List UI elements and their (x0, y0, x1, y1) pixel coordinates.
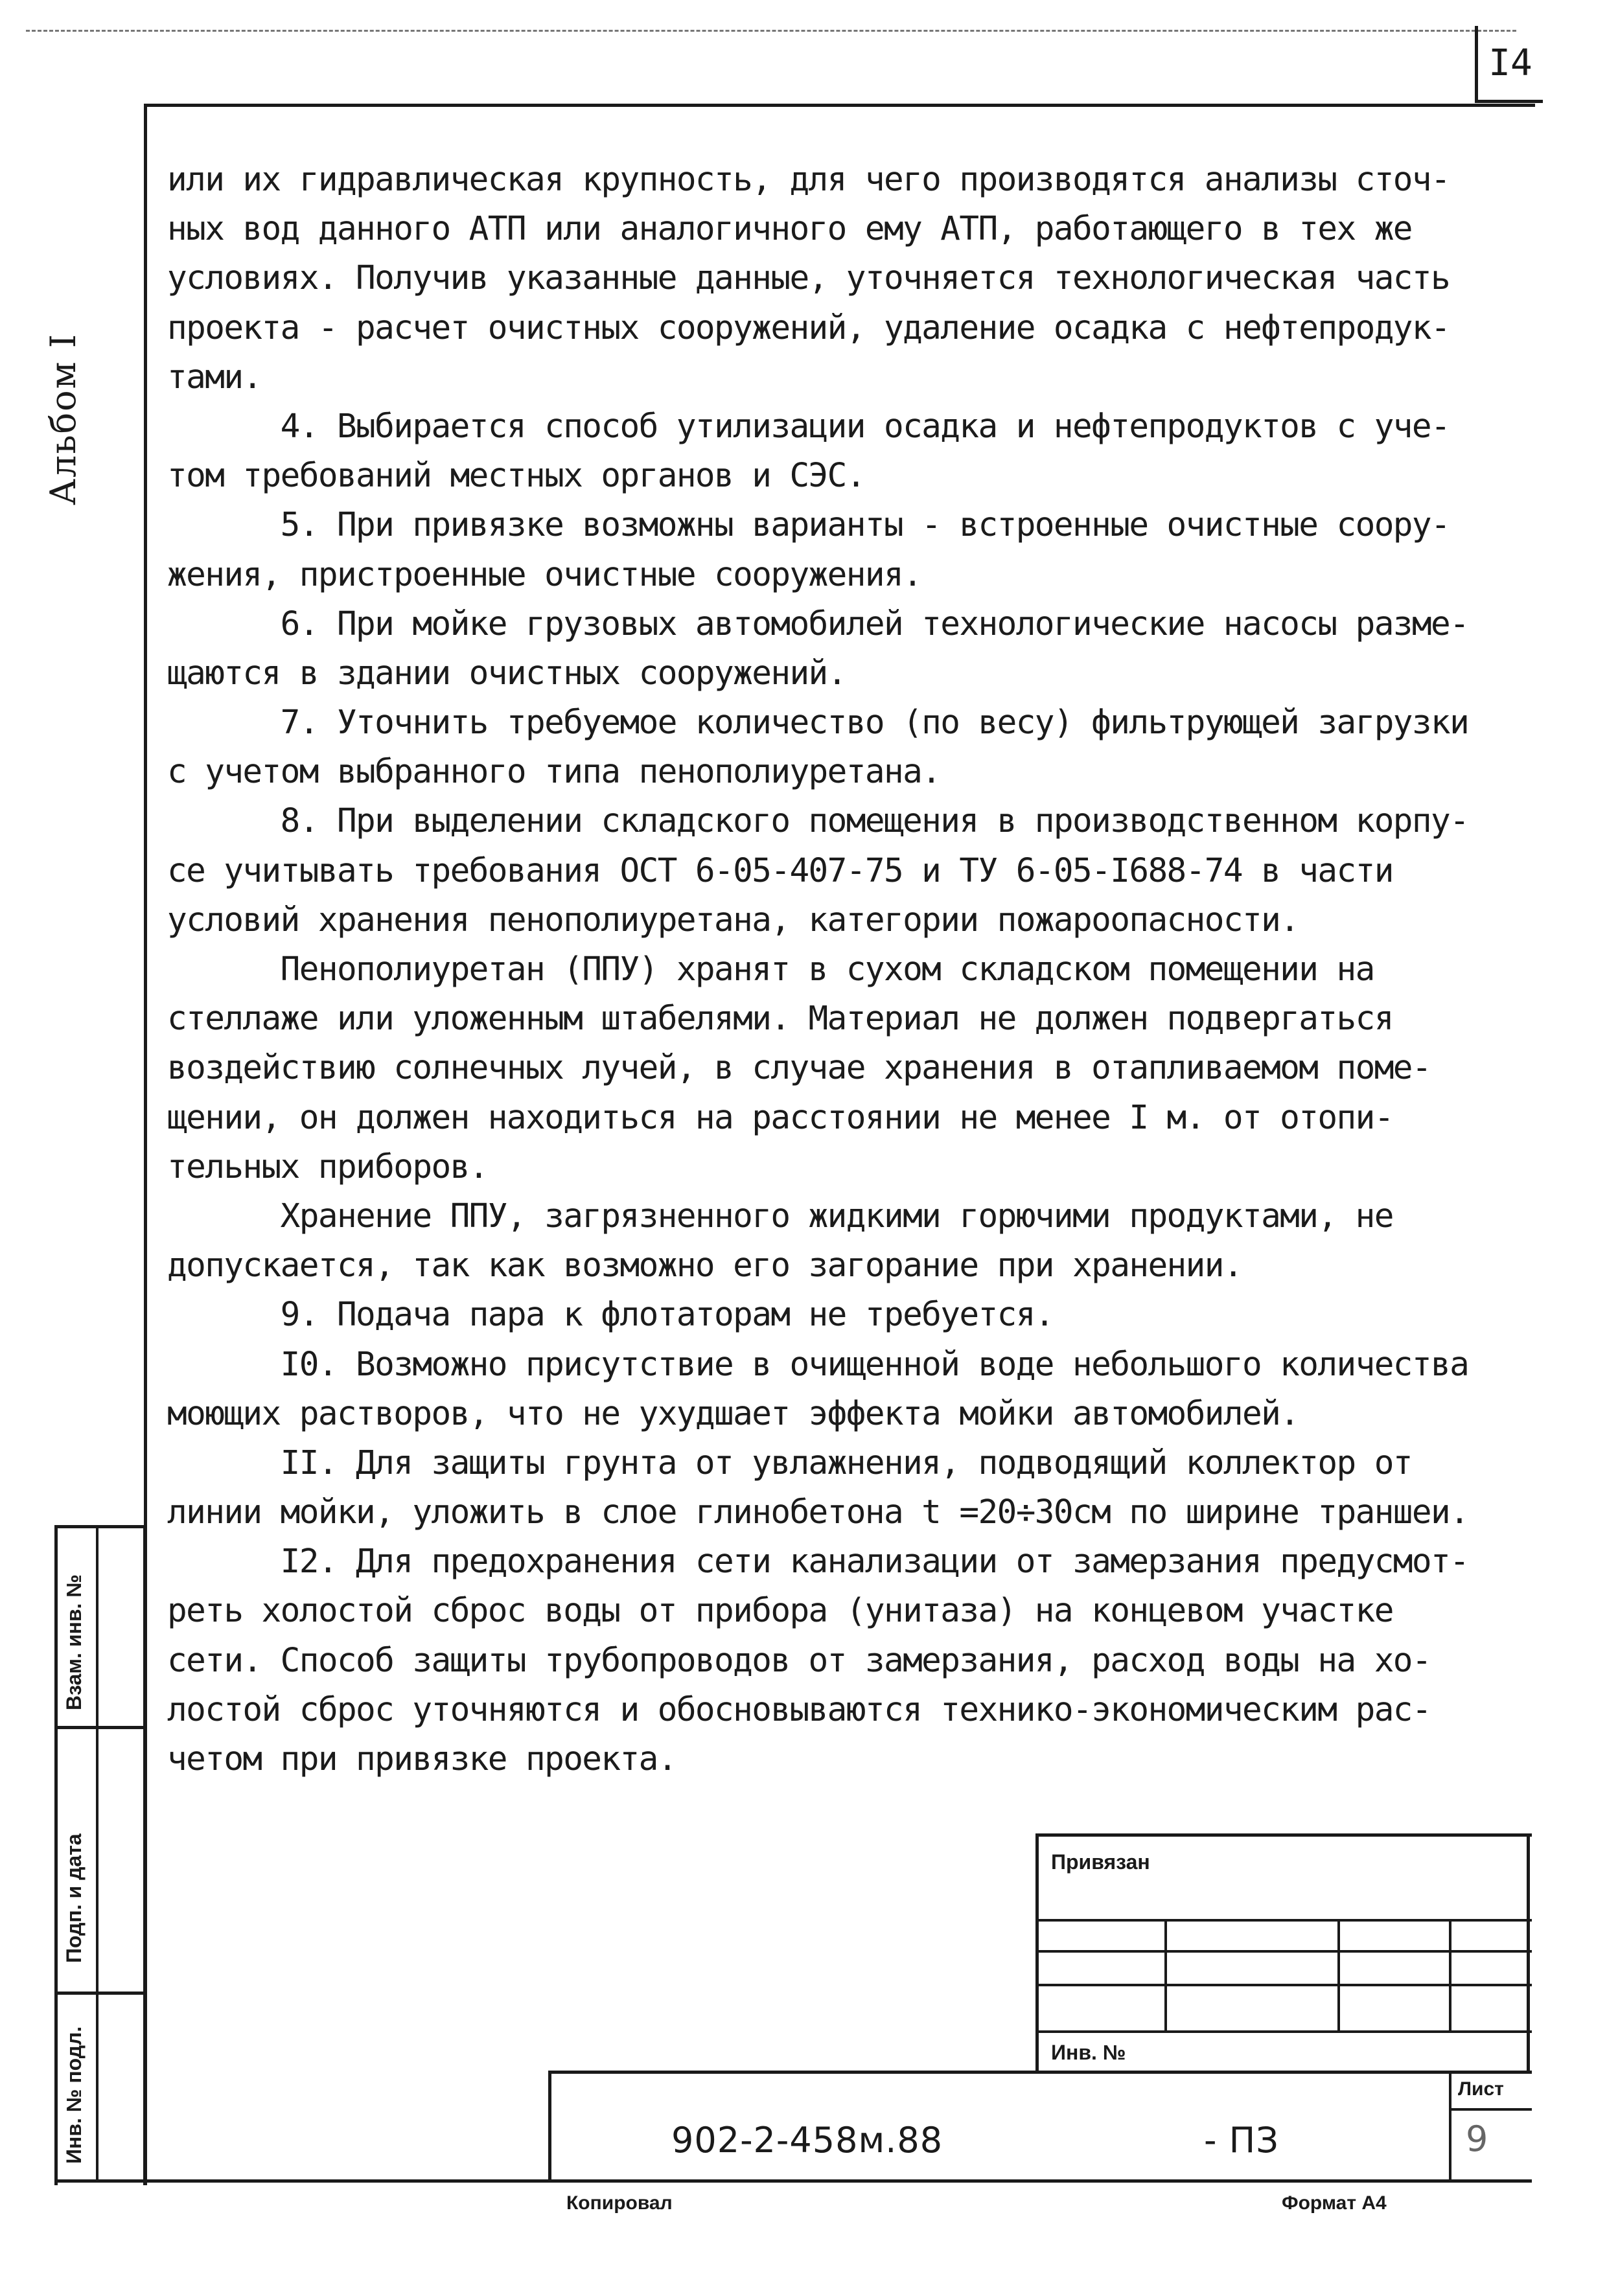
format-label: Формат А4 (1282, 2192, 1387, 2214)
body-line: I0. Возможно присутствие в очищенной воде небольшого количества (167, 1345, 1469, 1384)
tb-privyazan-left (1035, 1833, 1039, 2073)
body-line: 4. Выбирается способ утилизации осадка и нефтепродуктов с уче- (167, 407, 1450, 446)
document-suffix: - ПЗ (1204, 2120, 1279, 2161)
list-number: 9 (1466, 2118, 1489, 2159)
inv-no-label: Инв. № (1051, 2041, 1126, 2064)
body-line: 9. Подача пара к флотаторам не требуется. (167, 1296, 1054, 1335)
privyazan-label: Привязан (1051, 1850, 1150, 1874)
body-line: стеллаже или уложенным штабелями. Материал не должен подвергаться (167, 1000, 1393, 1039)
body-line: тельных приборов. (167, 1147, 488, 1186)
tb-row-2 (1037, 1950, 1532, 1953)
body-line: реть холостой сброс воды от прибора (унитаза) на концевом участке (167, 1592, 1393, 1631)
body-line: с учетом выбранного типа пенополиуретана. (167, 753, 941, 792)
body-line: 5. При привязке возможны варианты - встроенные очистные соору- (167, 506, 1450, 545)
album-label: Альбом I (43, 332, 84, 505)
stamp-list-left (1449, 2071, 1451, 2182)
stamp-main-top (549, 2071, 1532, 2074)
body-text (167, 155, 1515, 1784)
body-line: 7. Уточнить требуемое количество (по весу) фильтрующей загрузки (167, 704, 1469, 742)
body-line: жения, пристроенные очистные сооружения. (167, 555, 922, 594)
body-line: тами. (167, 358, 262, 396)
body-line: условиях. Получив указанные данные, уточняется технологическая часть (167, 259, 1450, 298)
body-line: допускается, так как возможно его загорание при хранении. (167, 1246, 1242, 1285)
body-line: ных вод данного АТП или аналогичного ему АТП, работающего в тех же (167, 210, 1412, 249)
body-line: сети. Способ защиты трубопроводов от замерзания, расход воды на хо- (167, 1641, 1431, 1680)
body-line: 6. При мойке грузовых автомобилей технологические насосы разме- (167, 604, 1469, 643)
body-line: 8. При выделении складского помещения в производственном корпу- (167, 802, 1469, 841)
body-line: щении, он должен находиться на расстоянии не менее I м. от отопи- (167, 1098, 1393, 1137)
body-line: моющих растворов, что не ухудшает эффекта мойки автомобилей. (167, 1394, 1299, 1433)
vzam-inv-label: Взам. инв. № (62, 1574, 86, 1710)
body-line: щаются в здании очистных сооружений. (167, 654, 846, 693)
body-line: четом при привязке проекта. (167, 1740, 676, 1778)
stamp-divider (96, 1525, 98, 2182)
list-label: Лист (1458, 2078, 1504, 2100)
body-line: лостой сброс уточняются и обосновываются технико-экономическим рас- (167, 1690, 1431, 1729)
body-line: I2. Для предохранения сети канализации от замерзания предусмот- (167, 1543, 1469, 1581)
body-line: проекта - расчет очистных сооружений, удаление осадка с нефтепродук- (167, 308, 1450, 347)
tb-col-1 (1164, 1919, 1167, 2030)
body-line: том требований местных органов и СЭС. (167, 457, 865, 496)
body-line: се учитывать требования ОСТ 6-05-407-75 и ТУ 6-05-I688-74 в части (167, 851, 1393, 890)
kopiroval-label: Копировал (566, 2192, 673, 2214)
podp-data-label: Подп. и дата (62, 1833, 86, 1963)
body-line: II. Для защиты грунта от увлажнения, подводящий коллектор от (167, 1443, 1412, 1482)
inv-podl-label: Инв. № подл. (62, 2026, 86, 2164)
body-line: воздействию солнечных лучей, в случае хранения в отапливаемом поме- (167, 1049, 1431, 1088)
tb-row-1 (1037, 1919, 1532, 1922)
body-line: линии мойки, уложить в слое глинобетона t =20÷30см по ширине траншеи. (167, 1493, 1469, 1532)
body-line: Хранение ППУ, загрязненного жидкими горючими продуктами, не (167, 1197, 1393, 1235)
body-line: условий хранения пенополиуретана, категории пожароопасности. (167, 901, 1299, 939)
page-number: I4 (1475, 26, 1543, 103)
tb-privyazan-top (1037, 1833, 1532, 1837)
tb-row-4 (1037, 2030, 1532, 2033)
tb-right-edge (1527, 1833, 1530, 2073)
top-trim-line (26, 30, 1516, 32)
body-line: Пенополиуретан (ППУ) хранят в сухом складском помещении на (167, 950, 1374, 989)
stamp-main-left (548, 2071, 551, 2182)
stamp-list-divider (1449, 2108, 1532, 2111)
stamp-bottom (54, 2179, 145, 2183)
tb-col-2 (1337, 1919, 1340, 2030)
document-code: 902-2-458м.88 (671, 2120, 943, 2161)
body-line: или их гидравлическая крупность, для чего производятся анализы сточ- (167, 161, 1450, 199)
tb-col-3 (1449, 1919, 1451, 2030)
stamp-main-bottom (144, 2179, 1532, 2183)
tb-row-3 (1037, 1984, 1532, 1986)
